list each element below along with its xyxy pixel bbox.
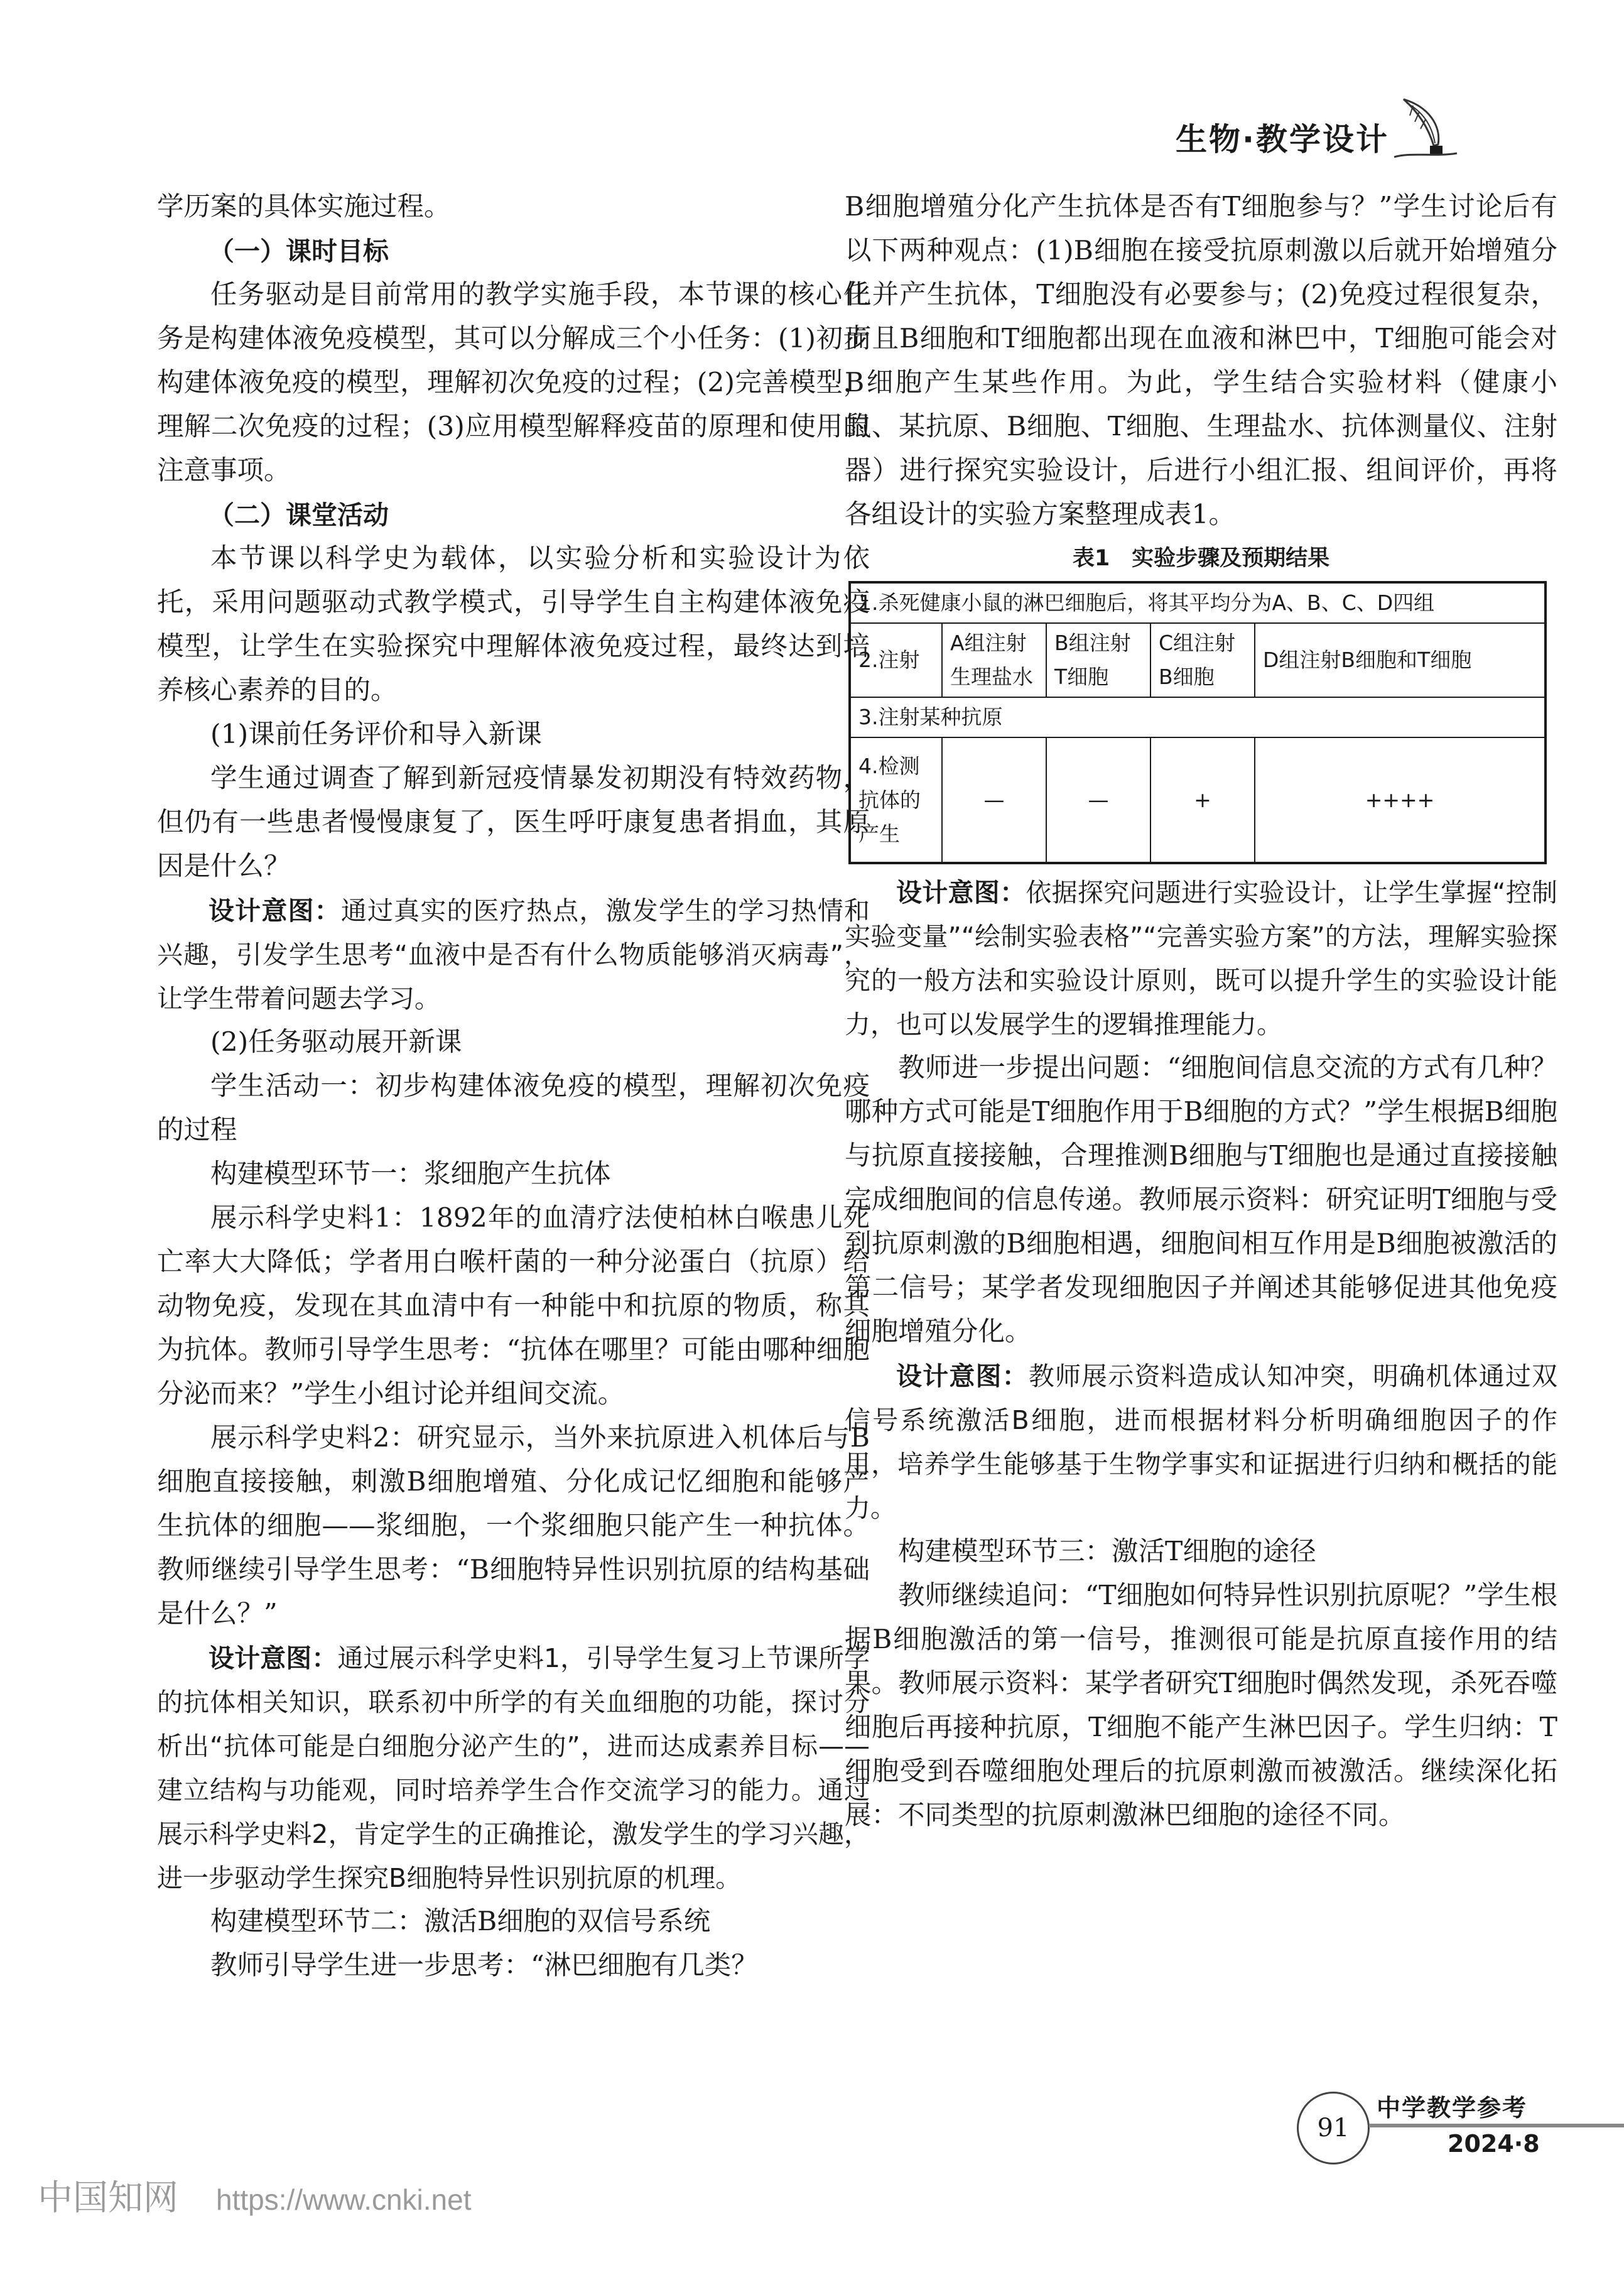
design-intent-text: 教师展示资料造成认知冲突，明确机体通过双信号系统激活B细胞，进而根据材料分析明确细胞因子的作用，培养学生能够基于生物学事实和证据进行归纳和概括的能力。 — [845, 1361, 1558, 1523]
design-intent-label: 设计意图： — [896, 877, 1026, 908]
table-cell: 2.注射 — [850, 623, 942, 697]
table-cell: C组注射B细胞 — [1150, 623, 1255, 697]
body-paragraph: 教师引导学生进一步思考：“淋巴细胞有几类？ — [210, 1950, 758, 1981]
body-paragraph: 学生活动一：初步构建体液免疫的模型，理解初次免疫的过程 — [157, 1071, 870, 1146]
section-heading: （二）课堂活动 — [208, 500, 389, 530]
body-paragraph: 学生通过调查了解到新冠疫情暴发初期没有特效药物，但仍有一些患者慢慢康复了，医生呼吁康复患者捐血，其原因是什么？ — [157, 763, 870, 882]
table-cell: — — [1046, 737, 1150, 863]
body-paragraph: 构建模型环节一：浆细胞产生抗体 — [210, 1159, 611, 1190]
body-paragraph: 展示科学史料1：1892年的血清疗法使柏林白喉患儿死亡率大大降低；学者用白喉杆菌的一种分泌蛋白（抗原）给动物免疫，发现在其血清中有一种能中和抗原的物质，称其为抗体。教师引导学生思考：“抗体在哪里？可能由哪种细胞分泌而来？”学生小组讨论并组间交流。 — [157, 1203, 870, 1409]
journal-name: 中学教学参考 — [1377, 2094, 1528, 2122]
body-paragraph: 构建模型环节三：激活T细胞的途径 — [898, 1536, 1316, 1567]
design-intent-paragraph — [157, 889, 870, 1021]
table-row — [850, 623, 1546, 697]
body-paragraph: 任务驱动是目前常用的教学实施手段，本节课的核心任务是构建体液免疫模型，其可以分解成三个小任务：(1)初步构建体液免疫的模型，理解初次免疫的过程；(2)完善模型，理解二次免疫的过程；(3)应用模型解释疫苗的原理和使用的注意事项。 — [157, 280, 870, 486]
design-intent-paragraph — [157, 1636, 870, 1900]
page-number: 91 — [1297, 2092, 1370, 2164]
body-paragraph: 学历案的具体实施过程。 — [157, 192, 451, 222]
design-intent-paragraph — [845, 871, 1557, 1046]
table-row — [850, 582, 1546, 623]
table-cell: + — [1150, 737, 1255, 863]
page-footer — [1294, 2088, 1624, 2164]
design-intent-paragraph — [845, 1354, 1557, 1530]
left-column — [157, 185, 870, 1988]
footer-rule — [1369, 2124, 1624, 2127]
table-caption: 表1 实验步骤及预期结果 — [1072, 546, 1330, 571]
design-intent-text: 通过真实的医疗热点，激发学生的学习热情和兴趣，引发学生思考“血液中是否有什么物质能够消灭病毒”，让学生带着问题去学习。 — [157, 896, 870, 1014]
body-paragraph: 构建模型环节二：激活B细胞的双信号系统 — [210, 1906, 711, 1937]
cnki-watermark — [38, 2170, 472, 2220]
table-cell: 4.检测抗体的产生 — [850, 737, 942, 863]
table-cell: 1.杀死健康小鼠的淋巴细胞后，将其平均分为A、B、C、D四组 — [850, 582, 1546, 623]
body-paragraph: B细胞增殖分化产生抗体是否有T细胞参与？”学生讨论后有以下两种观点：(1)B细胞在接受抗原刺激以后就开始增殖分化并产生抗体，T细胞没有必要参与；(2)免疫过程很复杂，而且B细胞和T细胞都出现在血液和淋巴中，T细胞可能会对B细胞产生某些作用。为此，学生结合实验材料（健康小鼠、某抗原、B细胞、T细胞、生理盐水、抗体测量仪、注射器）进行探究实验设计，后进行小组汇报、组间评价，再将各组设计的实验方案整理成表1。 — [845, 192, 1557, 530]
body-paragraph: 教师继续追问：“T细胞如何特异性识别抗原呢？”学生根据B细胞激活的第一信号，推测很可能是抗原直接作用的结果。教师展示资料：某学者研究T细胞时偶然发现，杀死吞噬细胞后再接种抗原，T细胞不能产生淋巴因子。学生归纳：T细胞受到吞噬细胞处理后的抗原刺激而被激活。继续深化拓展：不同类型的抗原刺激淋巴细胞的途径不同。 — [845, 1580, 1557, 1831]
table-row — [850, 737, 1546, 863]
table-cell: 3.注射某种抗原 — [850, 697, 1546, 737]
table-row — [850, 697, 1546, 737]
table-cell: D组注射B细胞和T细胞 — [1255, 623, 1546, 697]
table-cell: ++++ — [1255, 737, 1546, 863]
issue-label: 2024·8 — [1448, 2130, 1540, 2158]
design-intent-text: 通过展示科学史料1，引导学生复习上节课所学的抗体相关知识，联系初中所学的有关血细胞的功能，探讨分析出“抗体可能是白细胞分泌产生的”，进而达成素养目标——建立结构与功能观，同时培养学生合作交流学习的能力。通过展示科学史料2，肯定学生的正确推论，激发学生的学习兴趣，进一步驱动学生探究B细胞特异性识别抗原的机理。 — [157, 1643, 870, 1893]
section-heading: （一）课时目标 — [208, 236, 389, 266]
body-paragraph: (2)任务驱动展开新课 — [210, 1027, 462, 1058]
table-cell: B组注射T细胞 — [1046, 623, 1150, 697]
design-intent-label: 设计意图： — [208, 1643, 338, 1673]
experiment-table — [848, 581, 1547, 864]
design-intent-label: 设计意图： — [208, 896, 341, 926]
table-cell: — — [942, 737, 1046, 863]
body-paragraph: (1)课前任务评价和导入新课 — [210, 719, 542, 750]
watermark-brand: 中国知网 — [38, 2178, 178, 2217]
watermark-url: https://www.cnki.net — [216, 2183, 472, 2216]
right-column — [845, 185, 1557, 1838]
design-intent-text: 依据探究问题进行实验设计，让学生掌握“控制实验变量”“绘制实验表格”“完善实验方案”的方法，理解实验探究的一般方法和实验设计原则，既可以提升学生的实验设计能力，也可以发展学生的逻辑推理能力。 — [845, 877, 1557, 1040]
body-paragraph: 展示科学史料2：研究显示，当外来抗原进入机体后与B细胞直接接触，刺激B细胞增殖、分化成记忆细胞和能够产生抗体的细胞——浆细胞，一个浆细胞只能产生一种抗体。教师继续引导学生思考：“B细胞特异性识别抗原的结构基础是什么？” — [157, 1423, 870, 1629]
quill-pen-icon — [1391, 94, 1460, 163]
journal-section-title: 生物·教学设计 — [1176, 121, 1389, 158]
design-intent-label: 设计意图： — [896, 1361, 1029, 1391]
table-cell: A组注射生理盐水 — [942, 623, 1046, 697]
body-paragraph: 教师进一步提出问题：“细胞间信息交流的方式有几种？哪种方式可能是T细胞作用于B细胞的方式？”学生根据B细胞与抗原直接接触，合理推测B细胞与T细胞也是通过直接接触完成细胞间的信息传递。教师展示资料：研究证明T细胞与受到抗原刺激的B细胞相遇，细胞间相互作用是B细胞被激活的第二信号；某学者发现细胞因子并阐述其能够促进其他免疫细胞增殖分化。 — [845, 1053, 1557, 1347]
body-paragraph: 本节课以科学史为载体，以实验分析和实验设计为依托，采用问题驱动式教学模式，引导学生自主构建体液免疫模型，让学生在实验探究中理解体液免疫过程，最终达到培养核心素养的目的。 — [157, 543, 870, 706]
